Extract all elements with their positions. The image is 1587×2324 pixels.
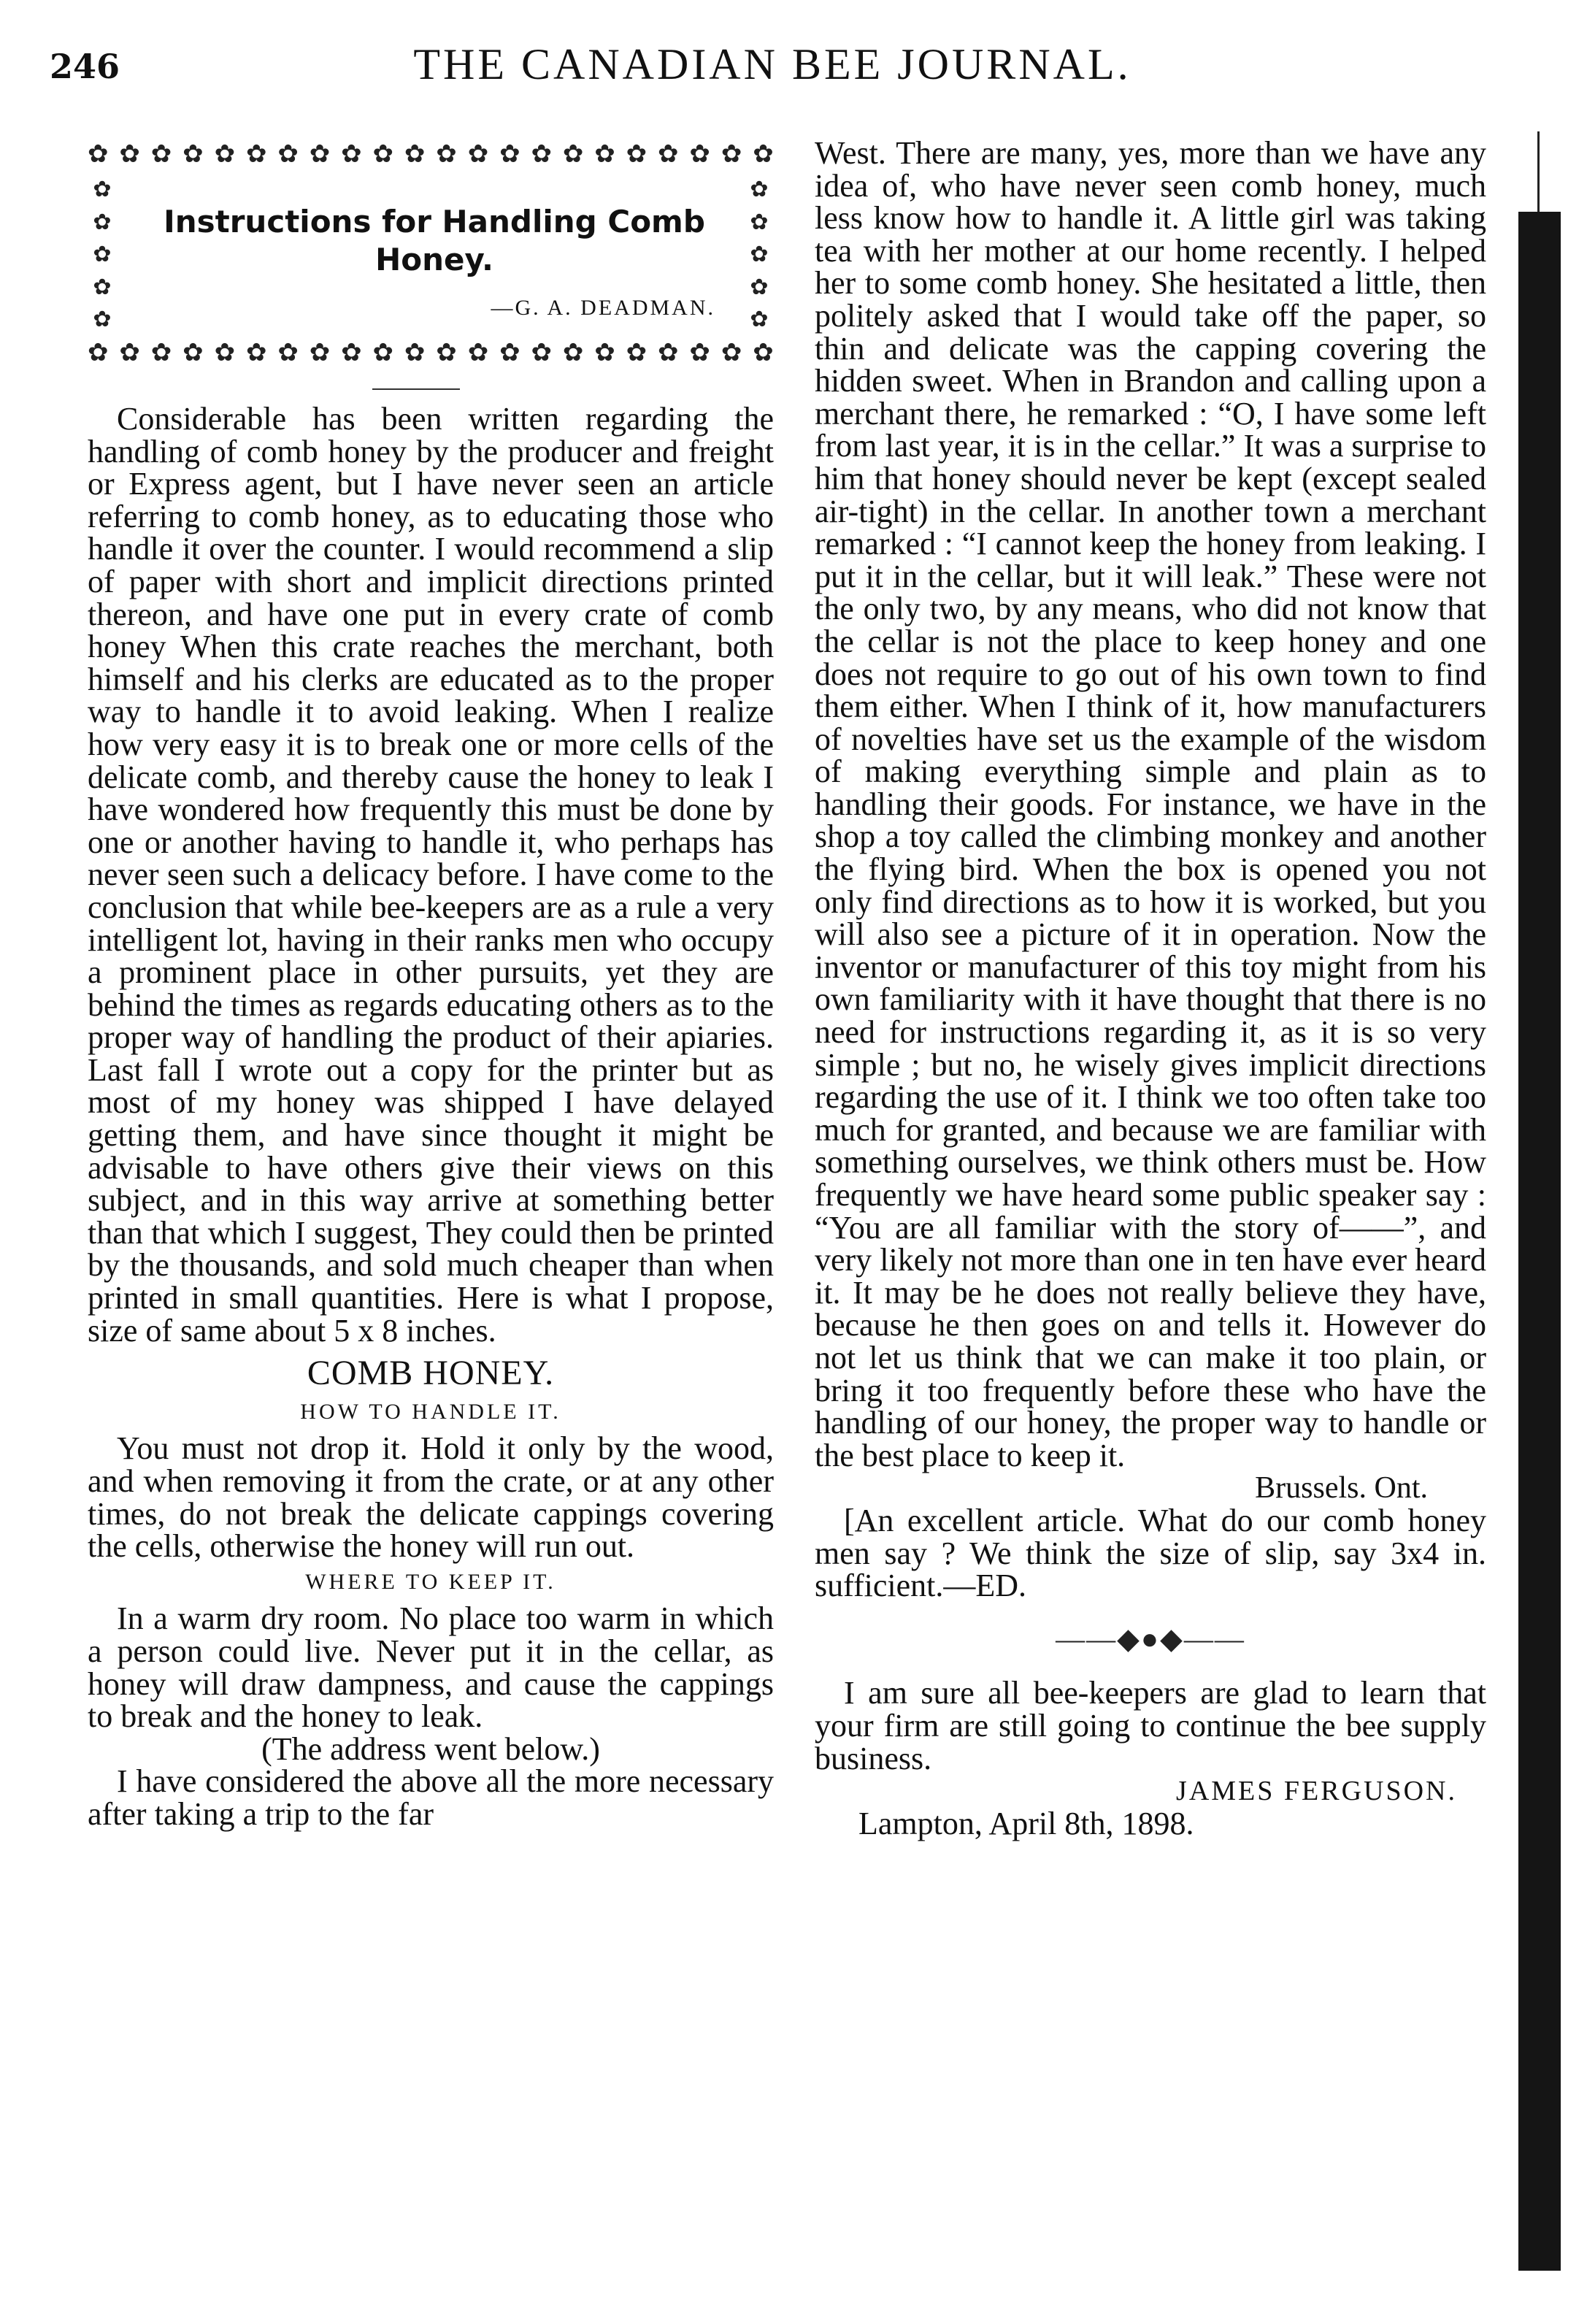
- ornament-flower-icon: ✿: [594, 339, 615, 367]
- ornament-flower-icon: ✿: [245, 339, 267, 367]
- binding-edge-shadow: [1518, 212, 1561, 2271]
- letter-signature: JAMES FERGUSON.: [1176, 1776, 1457, 1807]
- ornament-flower-icon: ✿: [119, 339, 140, 367]
- ornament-flower-icon: ✿: [341, 339, 362, 367]
- ornament-flower-icon: ✿: [499, 140, 520, 168]
- ornament-border-right: [745, 174, 774, 334]
- ornament-flower-icon: ✿: [341, 140, 362, 168]
- ornament-flower-icon: ✿: [750, 307, 769, 332]
- letter-dateline: Lampton, April 8th, 1898.: [858, 1805, 1194, 1841]
- article-right-text: West. There are many, yes, more than we have any idea of, who have never seen comb honey, much less know how to handle it. A little girl was taking tea with her mother at our home recently. I helped her to some comb honey. She hesitated a little, then politely asked that I would take off the paper, so thin and delicate was the capping covering the hidden sweet. When in Brandon and calling upon a merchant there, he remarked : “O, I have some left from last year, it is in the cellar.” It was a surprise to him that honey should never be kept (except sealed air-tight) in the cellar. In another town a merchant remarked : “I cannot keep the honey from leaking. I put it in the cellar, but it will leak.” These were not the only two, by any means, who did not know that the cellar is not the place to keep honey and one does not require to go out of his own town to find them either. When I think of it, how manufacturers of novelties have set us the example of the wisdom of making everything simple and plain as to handling their goods. For instance, we have in the shop a toy called the climbing monkey and another the flying bird. When the box is opened you not only find directions as to how it is worked, but you will also see a picture of it in operation. Now the inventor or manufacturer of this toy might from his own familiarity with it have thought that there is no need for instructions regarding it, as it is so very simple ; but no, he wisely gives implicit directions regarding the use of it. I think we too often take too much for granted, and because we are familiar with something ourselves, we think others must be. How frequently we have heard some public speaker say : “You are all familiar with the story of——”, and very likely not more than one in ten have ever heard it. It may be he does not really believe they have, because he then goes on and tells it. However do not let us think that we can make it too plain, or bring it too frequently before these who have the handling of our honey, the proper way to handle or the best place to keep it.: [815, 135, 1486, 1473]
- ornament-flower-icon: ✿: [277, 140, 299, 168]
- article-title-box: [88, 137, 774, 371]
- ornament-flower-icon: ✿: [182, 140, 204, 168]
- ornament-flower-icon: ✿: [245, 140, 267, 168]
- page-number: 246: [50, 47, 120, 86]
- ornament-flower-icon: ✿: [658, 140, 679, 168]
- ornament-flower-icon: ✿: [753, 339, 774, 367]
- ornament-flower-icon: ✿: [750, 275, 769, 299]
- section-divider: ——◆●◆——: [1056, 1622, 1245, 1655]
- ornament-flower-icon: ✿: [562, 339, 584, 367]
- slip-subheading-keep: WHERE TO KEEP IT.: [305, 1569, 556, 1594]
- ornament-flower-icon: ✿: [214, 140, 236, 168]
- ornament-flower-icon: ✿: [467, 140, 489, 168]
- ornament-flower-icon: ✿: [626, 339, 648, 367]
- article-signoff: Brussels. Ont.: [1255, 1471, 1428, 1506]
- ornament-flower-icon: ✿: [404, 339, 426, 367]
- ornament-flower-icon: ✿: [750, 210, 769, 234]
- ornament-flower-icon: ✿: [214, 339, 236, 367]
- ornament-flower-icon: ✿: [277, 339, 299, 367]
- ornament-flower-icon: ✿: [594, 140, 615, 168]
- ornament-border-top: [88, 142, 774, 168]
- ornament-flower-icon: ✿: [93, 177, 112, 202]
- left-column: [88, 137, 774, 1831]
- ornament-flower-icon: ✿: [372, 140, 394, 168]
- ornament-flower-icon: ✿: [467, 339, 489, 367]
- ornament-flower-icon: ✿: [562, 140, 584, 168]
- page-header: [50, 32, 1495, 98]
- ornament-flower-icon: ✿: [750, 177, 769, 202]
- ornament-flower-icon: ✿: [436, 339, 457, 367]
- slip-heading: COMB HONEY.: [307, 1354, 555, 1393]
- ornament-flower-icon: ✿: [182, 339, 204, 367]
- article-intro: Considerable has been written regarding the handling of comb honey by the producer and freight or Express agent, but I have never seen an article referring to comb honey, as to educating those who handle it over the counter. I would recommend a slip of paper with short and implicit directions printed thereon, and have one put in every crate of comb honey When this crate reaches the merchant, both himself and his clerks are educated as to the proper way to handle it to avoid leaking. When I realize how very easy it is to break one or more cells of the delicate comb, and thereby cause the honey to leak I have wondered how frequently this must be done by one or another having to handle it, who perhaps has never seen such a delicacy before. I have come to the conclusion that while bee-keepers are as a rule a very intelligent lot, having in their ranks men who occupy a prominent place in other pursuits, yet they are behind the times as regards educating others as to the proper way of handling the product of their apiaries. Last fall I wrote out a copy for the printer but as most of my honey was shipped I have delayed getting them, and have since thought it might be advisable to have others give their views on this subject, and in this way arrive at something better than that which I suggest, They could then be printed by the thousands, and sold much cheaper than when printed in small quantities. Here is what I propose, size of same about 5 x 8 inches.: [88, 401, 774, 1349]
- ornament-flower-icon: ✿: [658, 339, 679, 367]
- ornament-flower-icon: ✿: [531, 339, 552, 367]
- ornament-flower-icon: ✿: [93, 242, 112, 267]
- ornament-flower-icon: ✿: [309, 140, 331, 168]
- ornament-flower-icon: ✿: [372, 339, 394, 367]
- ornament-border-bottom: [88, 340, 774, 367]
- ornament-flower-icon: ✿: [721, 140, 742, 168]
- article-title: Instructions for Handling Comb Honey.: [164, 204, 705, 277]
- ornament-flower-icon: ✿: [93, 307, 112, 332]
- editor-note: [An excellent article. What do our comb honey men say ? We think the size of slip, say 3x4 in. sufficient.—ED.: [815, 1502, 1486, 1604]
- ornament-flower-icon: ✿: [689, 140, 710, 168]
- ornament-flower-icon: ✿: [626, 140, 648, 168]
- ornament-flower-icon: ✿: [689, 339, 710, 367]
- ornament-flower-icon: ✿: [88, 140, 109, 168]
- article-continuation: I have considered the above all the more necessary after taking a trip to the far: [88, 1763, 774, 1832]
- slip-paragraph-handle: You must not drop it. Hold it only by the wood, and when removing it from the crate, or at any other times, do not break the delicate cappings covering the cells, otherwise the honey will run out.: [88, 1430, 774, 1565]
- ornament-flower-icon: ✿: [150, 339, 172, 367]
- address-note: (The address went below.): [261, 1730, 600, 1767]
- ornament-flower-icon: ✿: [150, 140, 172, 168]
- journal-title: THE CANADIAN BEE JOURNAL.: [413, 40, 1131, 88]
- letter-body: I am sure all bee-keepers are glad to learn that your firm are still going to continue the bee supply business.: [815, 1675, 1486, 1776]
- right-column: [815, 137, 1486, 1840]
- slip-subheading-handle: HOW TO HANDLE IT.: [300, 1399, 561, 1424]
- title-rule: [372, 388, 460, 390]
- ornament-flower-icon: ✿: [753, 140, 774, 168]
- ornament-flower-icon: ✿: [436, 140, 457, 168]
- ornament-flower-icon: ✿: [309, 339, 331, 367]
- ornament-border-left: [88, 174, 117, 334]
- ornament-flower-icon: ✿: [531, 140, 552, 168]
- ornament-flower-icon: ✿: [93, 275, 112, 299]
- ornament-flower-icon: ✿: [750, 242, 769, 267]
- slip-paragraph-keep: In a warm dry room. No place too warm in which a person could live. Never put it in the cellar, as honey will draw dampness, and cause the cappings to break and the honey to leak.: [88, 1600, 774, 1735]
- ornament-flower-icon: ✿: [404, 140, 426, 168]
- ornament-flower-icon: ✿: [721, 339, 742, 367]
- article-byline: —G. A. DEADMAN.: [491, 296, 715, 320]
- ornament-flower-icon: ✿: [93, 210, 112, 234]
- ornament-flower-icon: ✿: [499, 339, 520, 367]
- ornament-flower-icon: ✿: [88, 339, 109, 367]
- ornament-flower-icon: ✿: [119, 140, 140, 168]
